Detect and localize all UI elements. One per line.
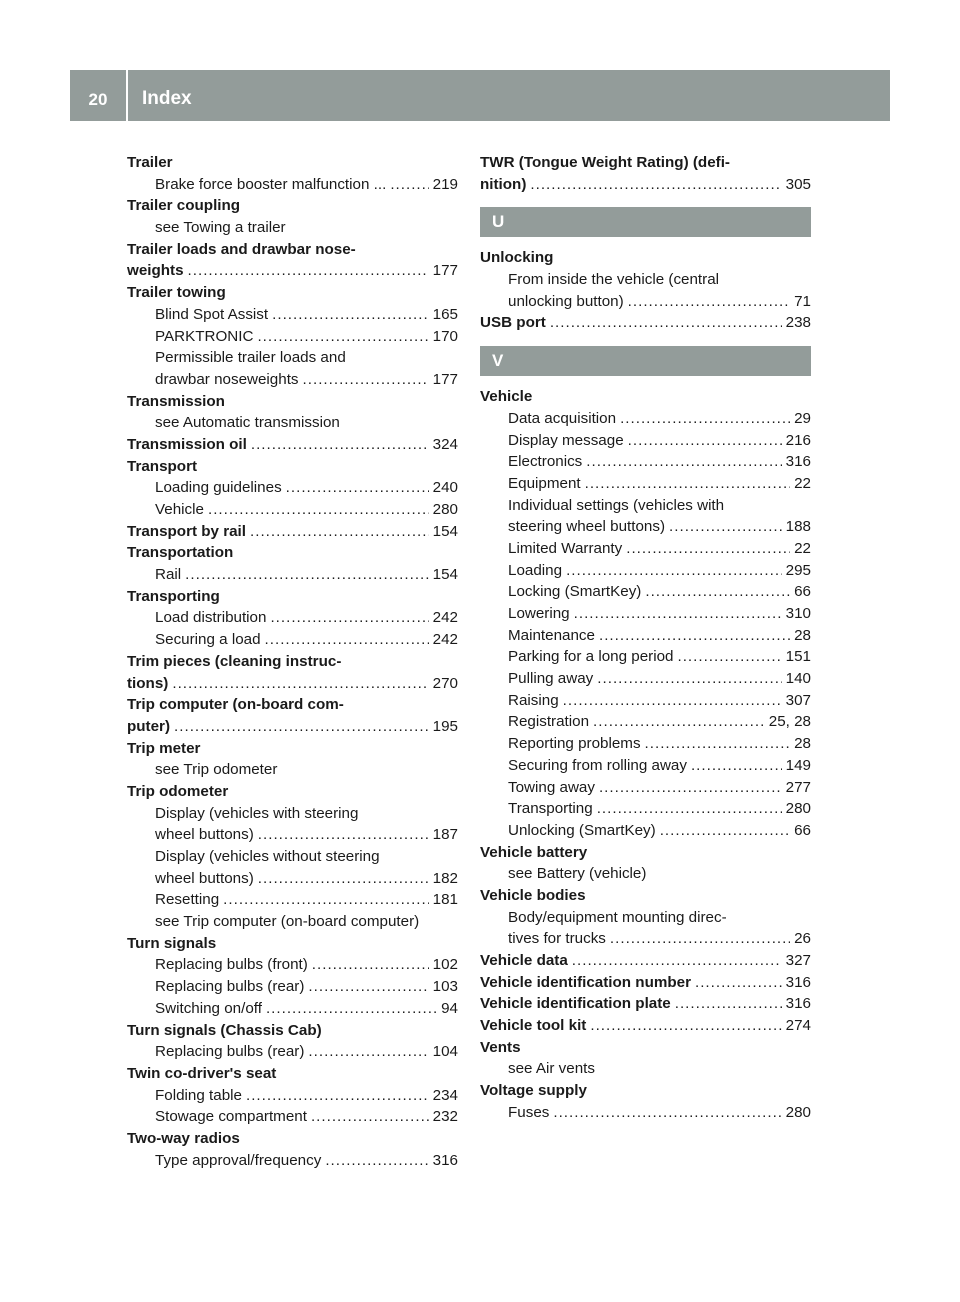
entry-label: Turn signals (Chassis Cab) xyxy=(127,1021,322,1039)
index-subentry[interactable] xyxy=(480,625,811,647)
dot-leader xyxy=(272,304,429,326)
index-subentry xyxy=(127,217,458,239)
index-subentry[interactable] xyxy=(127,889,458,911)
page-reference[interactable]: 151 xyxy=(785,648,811,666)
page-reference[interactable]: 242 xyxy=(432,609,458,627)
entry-label: Raising xyxy=(508,691,559,709)
index-subentry[interactable] xyxy=(127,1085,458,1107)
entry-label: Body/equipment mounting direc- xyxy=(508,908,727,926)
index-subentry[interactable] xyxy=(480,516,811,538)
dot-leader xyxy=(223,889,428,911)
entry-label: Replacing bulbs (rear) xyxy=(155,1043,305,1061)
entry-label: unlocking button) xyxy=(508,292,624,310)
index-subentry xyxy=(127,347,458,369)
page-reference[interactable]: 28 xyxy=(794,626,811,644)
dot-leader xyxy=(597,798,782,820)
index-subentry[interactable] xyxy=(127,1041,458,1063)
index-subentry[interactable] xyxy=(127,326,458,348)
index-subentry xyxy=(127,803,458,825)
entry-label: Loading xyxy=(508,561,563,579)
index-subentry[interactable] xyxy=(480,646,811,668)
entry-label: Trip computer (on-board com- xyxy=(127,696,344,714)
entry-label: Switching on/off xyxy=(155,999,262,1017)
index-subentry[interactable] xyxy=(127,868,458,890)
dot-leader xyxy=(286,477,429,499)
page-reference[interactable]: 26 xyxy=(794,930,811,948)
page-reference[interactable]: 103 xyxy=(432,978,458,996)
index-entry[interactable] xyxy=(480,174,811,196)
entry-label: Transport by rail xyxy=(127,522,247,540)
dot-leader xyxy=(251,434,429,456)
dot-leader xyxy=(626,538,790,560)
dot-leader xyxy=(628,430,782,452)
dot-leader xyxy=(174,716,429,738)
entry-label: Transport xyxy=(127,457,198,475)
dot-leader xyxy=(593,711,765,733)
entry-label: Vehicle identification plate xyxy=(480,995,671,1013)
index-subentry xyxy=(127,759,458,781)
section-title: Index xyxy=(142,88,192,109)
index-subentry[interactable] xyxy=(480,451,811,473)
dot-leader xyxy=(620,408,790,430)
index-subentry[interactable] xyxy=(127,564,458,586)
index-subentry[interactable] xyxy=(480,538,811,560)
index-entry[interactable] xyxy=(480,993,811,1015)
dot-leader xyxy=(572,950,782,972)
entry-label: see Trip computer (on-board computer) xyxy=(155,913,420,931)
dot-leader xyxy=(308,976,428,998)
dot-leader xyxy=(390,174,428,196)
entry-label: Trip meter xyxy=(127,739,201,757)
page-reference[interactable]: 295 xyxy=(785,561,811,579)
index-entry[interactable] xyxy=(127,673,458,695)
index-entry xyxy=(127,1128,458,1150)
index-entry xyxy=(480,1080,811,1102)
index-subentry[interactable] xyxy=(480,1102,811,1124)
index-subentry[interactable] xyxy=(127,1150,458,1172)
dot-leader xyxy=(645,581,790,603)
page-reference[interactable]: 324 xyxy=(432,435,458,453)
entry-label: Unlocking (SmartKey) xyxy=(508,821,656,839)
page-reference[interactable]: 216 xyxy=(785,431,811,449)
index-subentry[interactable] xyxy=(480,755,811,777)
entry-label: Type approval/frequency xyxy=(155,1151,322,1169)
entry-label: Securing a load xyxy=(155,631,261,649)
page-reference[interactable]: 177 xyxy=(432,370,458,388)
index-entry[interactable] xyxy=(480,1015,811,1037)
page-reference[interactable]: 28 xyxy=(794,735,811,753)
index-subentry[interactable] xyxy=(480,560,811,582)
page-reference[interactable]: 240 xyxy=(432,479,458,497)
page-reference[interactable]: 177 xyxy=(432,262,458,280)
page-reference[interactable]: 219 xyxy=(432,175,458,193)
page-reference[interactable]: 280 xyxy=(432,501,458,518)
index-subentry xyxy=(127,412,458,434)
page-reference[interactable]: 66 xyxy=(794,821,811,839)
entry-label: Pulling away xyxy=(508,670,594,688)
index-subentry[interactable] xyxy=(127,304,458,326)
index-subentry xyxy=(127,846,458,868)
entry-label: TWR (Tongue Weight Rating) (defi- xyxy=(480,154,730,171)
index-entry[interactable] xyxy=(127,434,458,456)
dot-leader xyxy=(257,326,428,348)
dot-leader xyxy=(553,1102,781,1124)
page-reference[interactable]: 316 xyxy=(785,453,811,471)
dot-leader xyxy=(266,998,437,1020)
page-reference[interactable]: 22 xyxy=(794,539,811,557)
index-entry[interactable] xyxy=(480,950,811,972)
entry-label: puter) xyxy=(127,717,171,735)
page-reference[interactable]: 270 xyxy=(432,674,458,692)
page-reference[interactable]: 316 xyxy=(432,1151,458,1169)
index-entry xyxy=(127,933,458,955)
page-reference[interactable]: 154 xyxy=(432,522,458,540)
entry-label: Folding table xyxy=(155,1086,242,1104)
page-reference[interactable]: 234 xyxy=(432,1086,458,1104)
index-subentry[interactable] xyxy=(127,369,458,391)
dot-leader xyxy=(660,820,790,842)
page-reference[interactable]: 22 xyxy=(794,474,811,492)
page-reference[interactable]: 182 xyxy=(432,869,458,887)
dot-leader xyxy=(311,1106,429,1128)
entry-label: PARKTRONIC xyxy=(155,327,254,345)
entry-label: Replacing bulbs (front) xyxy=(155,956,308,974)
page-reference[interactable]: 181 xyxy=(432,891,458,909)
index-subentry[interactable] xyxy=(480,798,811,820)
index-entry[interactable] xyxy=(480,312,811,334)
index-subentry[interactable] xyxy=(480,291,811,313)
dot-leader xyxy=(677,646,781,668)
index-entry xyxy=(480,247,811,269)
index-subentry[interactable] xyxy=(127,629,458,651)
page-reference[interactable]: 188 xyxy=(785,518,811,536)
page-reference[interactable]: 274 xyxy=(785,1017,811,1035)
index-subentry[interactable] xyxy=(127,607,458,629)
entry-label: Trim pieces (cleaning instruc- xyxy=(127,652,342,670)
dot-leader xyxy=(563,690,782,712)
entry-label: USB port xyxy=(480,314,546,332)
dot-leader xyxy=(303,369,429,391)
index-subentry[interactable] xyxy=(127,499,458,521)
dot-leader xyxy=(599,625,790,647)
entry-label: Brake force booster malfunction ... xyxy=(155,175,387,193)
entry-label: Limited Warranty xyxy=(508,539,623,557)
page-reference[interactable]: 102 xyxy=(432,956,458,974)
entry-label: Lowering xyxy=(508,605,570,622)
index-entry xyxy=(127,542,458,564)
dot-leader xyxy=(597,668,781,690)
index-subentry[interactable] xyxy=(480,711,811,733)
dot-leader xyxy=(574,603,782,625)
index-subentry[interactable] xyxy=(480,473,811,495)
entry-label: Display (vehicles with steering xyxy=(155,804,359,822)
page-reference[interactable]: 327 xyxy=(785,952,811,969)
entry-label: tives for trucks xyxy=(508,930,606,948)
entry-label: Equipment xyxy=(508,474,581,492)
page-reference[interactable]: 29 xyxy=(794,409,811,427)
index-subentry xyxy=(480,495,811,517)
entry-label: Twin co-driver's seat xyxy=(127,1064,277,1082)
entry-label: Data acquisition xyxy=(508,409,617,427)
entry-label: drawbar noseweights xyxy=(155,370,299,388)
index-entry xyxy=(127,282,458,304)
dot-leader xyxy=(590,1015,781,1037)
index-entry xyxy=(127,781,458,803)
dot-leader xyxy=(208,499,429,521)
entry-label: Voltage supply xyxy=(480,1082,587,1100)
dot-leader xyxy=(308,1041,428,1063)
dot-leader xyxy=(628,291,790,313)
entry-label: Permissible trailer loads and xyxy=(155,349,346,367)
dot-leader xyxy=(610,928,790,950)
entry-label: Unlocking xyxy=(480,249,554,267)
page-reference[interactable]: 305 xyxy=(785,175,811,193)
entry-label: Towing away xyxy=(508,778,595,796)
dot-leader xyxy=(585,473,790,495)
entry-label: Transporting xyxy=(508,800,593,818)
dot-leader xyxy=(325,1150,428,1172)
index-entry xyxy=(480,842,811,864)
index-subentry[interactable] xyxy=(480,928,811,950)
index-entry xyxy=(127,391,458,413)
entry-label: Individual settings (vehicles with xyxy=(508,496,725,514)
dot-leader xyxy=(246,1085,429,1107)
dot-leader xyxy=(675,993,782,1015)
page-reference[interactable]: 316 xyxy=(785,995,811,1013)
dot-leader xyxy=(188,260,429,282)
entry-label: Reporting problems xyxy=(508,735,641,753)
entry-label: nition) xyxy=(480,175,527,193)
entry-label: Vehicle battery xyxy=(480,843,588,861)
page-reference[interactable]: 154 xyxy=(432,566,458,584)
header-bar xyxy=(70,70,890,121)
dot-leader xyxy=(258,868,429,890)
index-subentry[interactable] xyxy=(480,820,811,842)
entry-label: Resetting xyxy=(155,891,220,909)
index-subentry[interactable] xyxy=(127,976,458,998)
page-reference[interactable]: 238 xyxy=(785,314,811,332)
index-subentry[interactable] xyxy=(480,408,811,430)
entry-label: Trip odometer xyxy=(127,782,229,800)
entry-label: Trailer towing xyxy=(127,284,226,302)
dot-leader xyxy=(172,673,428,695)
dot-leader xyxy=(270,607,428,629)
entry-label: Turn signals xyxy=(127,934,217,952)
entry-label: Trailer coupling xyxy=(127,197,241,215)
entry-label: Vehicle identification number xyxy=(480,973,691,991)
entry-label: Vehicle bodies xyxy=(480,886,586,904)
dot-leader xyxy=(566,560,782,582)
dot-leader xyxy=(691,755,782,777)
index-subentry[interactable] xyxy=(127,477,458,499)
page-reference[interactable]: 170 xyxy=(432,327,458,345)
index-entry[interactable] xyxy=(127,716,458,738)
index-entry xyxy=(127,1020,458,1042)
entry-label: Two-way radios xyxy=(127,1129,240,1147)
entry-label: Transportation xyxy=(127,544,234,562)
index-entry xyxy=(480,1037,811,1059)
entry-label: wheel buttons) xyxy=(155,869,254,887)
index-column-right xyxy=(480,152,811,1124)
index-subentry[interactable] xyxy=(127,174,458,196)
index-subentry[interactable] xyxy=(480,430,811,452)
section-letter-header: U xyxy=(480,207,811,237)
index-subentry[interactable] xyxy=(480,603,811,625)
index-subentry xyxy=(127,911,458,933)
page-reference[interactable]: 71 xyxy=(794,292,811,310)
dot-leader xyxy=(250,521,429,543)
page-reference[interactable]: 277 xyxy=(785,778,811,796)
index-subentry xyxy=(480,907,811,929)
entry-label: tions) xyxy=(127,674,169,692)
entry-label: see Battery (vehicle) xyxy=(508,865,647,883)
dot-leader xyxy=(312,954,429,976)
entry-label: Display (vehicles without steering xyxy=(155,848,380,865)
entry-label: Blind Spot Assist xyxy=(155,305,269,323)
entry-label: Vehicle tool kit xyxy=(480,1017,587,1035)
page-reference[interactable]: 232 xyxy=(432,1108,458,1126)
index-entry[interactable] xyxy=(480,972,811,994)
entry-label: Replacing bulbs (rear) xyxy=(155,978,305,996)
page-reference[interactable]: 195 xyxy=(432,717,458,735)
index-subentry[interactable] xyxy=(480,733,811,755)
entry-label: Transmission oil xyxy=(127,435,247,453)
dot-leader xyxy=(530,174,781,196)
index-column-left xyxy=(127,152,458,1171)
index-entry xyxy=(127,239,458,261)
index-subentry xyxy=(480,1058,811,1080)
entry-label: Stowage compartment xyxy=(155,1108,307,1126)
page-reference[interactable]: 316 xyxy=(785,973,811,991)
dot-leader xyxy=(265,629,429,651)
page-reference[interactable]: 149 xyxy=(785,756,811,774)
entry-label: Securing from rolling away xyxy=(508,756,687,774)
index-subentry[interactable] xyxy=(480,777,811,799)
header-divider xyxy=(126,70,128,121)
dot-leader xyxy=(258,824,429,846)
entry-label: see Trip odometer xyxy=(155,761,278,779)
dot-leader xyxy=(550,312,782,334)
dot-leader xyxy=(669,516,782,538)
entry-label: Electronics xyxy=(508,453,583,471)
index-entry xyxy=(127,195,458,217)
index-subentry[interactable] xyxy=(127,824,458,846)
entry-label: see Automatic transmission xyxy=(155,414,340,432)
dot-leader xyxy=(645,733,791,755)
index-entry xyxy=(127,586,458,608)
index-subentry[interactable] xyxy=(127,1106,458,1128)
index-subentry[interactable] xyxy=(480,690,811,712)
page-reference[interactable]: 310 xyxy=(785,605,811,622)
index-subentry xyxy=(480,863,811,885)
index-subentry xyxy=(480,269,811,291)
page-reference[interactable]: 104 xyxy=(432,1043,458,1061)
page-number: 20 xyxy=(88,90,108,109)
entry-label: Load distribution xyxy=(155,609,267,627)
index-entry xyxy=(127,738,458,760)
page-reference[interactable]: 165 xyxy=(432,305,458,323)
entry-label: Loading guidelines xyxy=(155,479,282,497)
index-entry xyxy=(127,1063,458,1085)
index-subentry[interactable] xyxy=(127,998,458,1020)
entry-label: Display message xyxy=(508,431,624,449)
index-entry xyxy=(127,694,458,716)
dot-leader xyxy=(185,564,428,586)
page-reference[interactable]: 187 xyxy=(432,826,458,844)
index-entry xyxy=(127,456,458,478)
index-entry xyxy=(127,152,458,174)
entry-label: Vents xyxy=(480,1038,521,1056)
entry-label: Registration xyxy=(508,713,590,731)
entry-label: see Air vents xyxy=(508,1060,595,1078)
dot-leader xyxy=(599,777,782,799)
entry-label: Fuses xyxy=(508,1103,550,1121)
index-subentry[interactable] xyxy=(480,581,811,603)
entry-label: Parking for a long period xyxy=(508,648,674,666)
section-letter-header: V xyxy=(480,346,811,376)
entry-label: From inside the vehicle (central xyxy=(508,271,720,289)
entry-label: steering wheel buttons) xyxy=(508,518,666,536)
index-entry xyxy=(127,651,458,673)
index-entry xyxy=(480,885,811,907)
index-subentry[interactable] xyxy=(127,954,458,976)
entry-label: Vehicle data xyxy=(480,952,568,969)
entry-label: Rail xyxy=(155,566,182,584)
entry-label: Maintenance xyxy=(508,626,595,644)
entry-label: Trailer loads and drawbar nose- xyxy=(127,240,356,258)
dot-leader xyxy=(586,451,781,473)
entry-label: Transporting xyxy=(127,587,220,605)
page-reference[interactable]: 140 xyxy=(785,670,811,688)
index-subentry[interactable] xyxy=(480,668,811,690)
page-reference[interactable]: 280 xyxy=(785,1103,811,1121)
entry-label: Transmission xyxy=(127,392,225,410)
page-reference[interactable]: 242 xyxy=(432,631,458,649)
entry-label: weights xyxy=(127,262,184,280)
page-reference[interactable]: 307 xyxy=(785,691,811,709)
page-reference[interactable]: 25, 28 xyxy=(768,713,811,731)
index-entry[interactable] xyxy=(127,521,458,543)
entry-label: see Towing a trailer xyxy=(155,219,286,237)
entry-label: Trailer xyxy=(127,154,173,171)
page-reference[interactable]: 280 xyxy=(785,800,811,818)
entry-label: Vehicle xyxy=(480,388,533,406)
index-entry xyxy=(480,386,811,408)
dot-leader xyxy=(695,972,782,994)
page-reference[interactable]: 94 xyxy=(441,999,458,1017)
entry-label: Vehicle xyxy=(155,501,204,518)
index-entry xyxy=(480,152,811,174)
entry-label: Locking (SmartKey) xyxy=(508,583,642,601)
page-reference[interactable]: 66 xyxy=(794,583,811,601)
entry-label: wheel buttons) xyxy=(155,826,254,844)
index-entry[interactable] xyxy=(127,260,458,282)
